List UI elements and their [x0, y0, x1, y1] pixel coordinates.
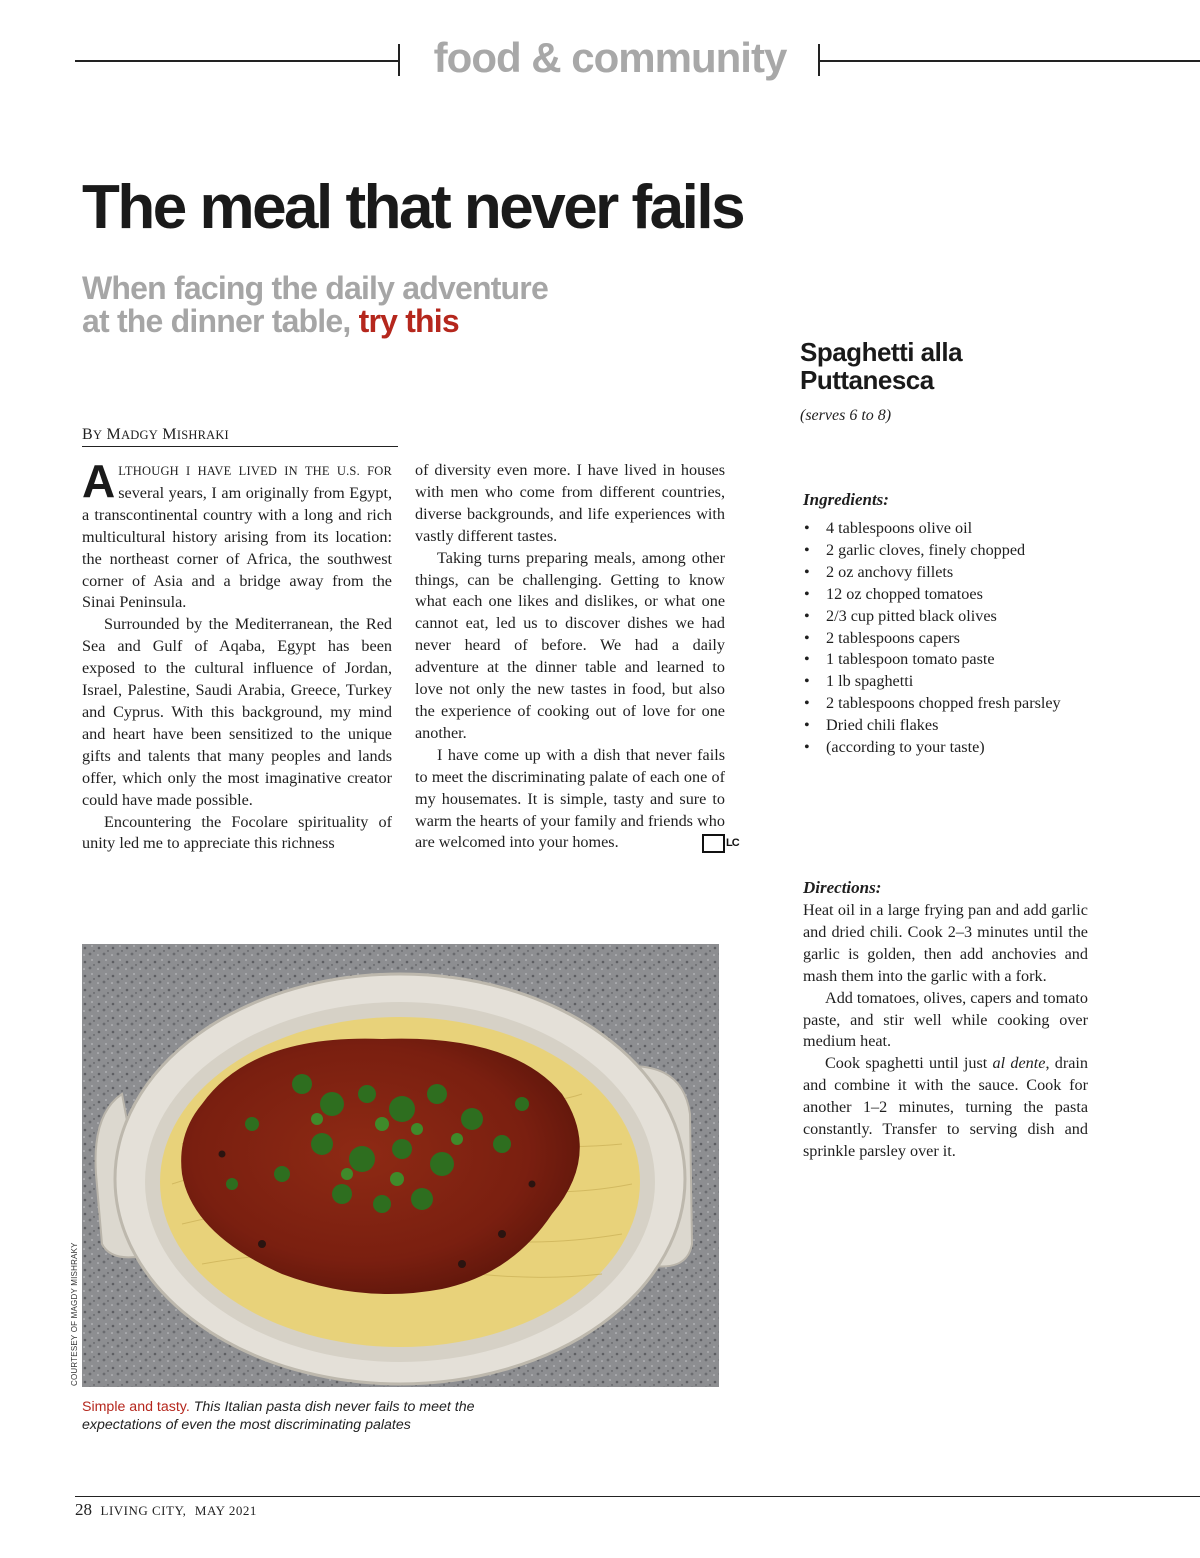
caption-text: This Italian pasta dish never fails to meet the expectations of even the most discriminating palates — [82, 1399, 475, 1433]
ingredient-item: • 12 oz chopped tomatoes — [802, 584, 1061, 606]
issue-date: MAY 2021 — [194, 1503, 257, 1518]
paragraph: Encountering the Focolare spirituality of unity led me to appreciate this richness — [82, 812, 392, 853]
recipe-serves: (serves 6 to 8) — [800, 407, 892, 424]
paragraph — [82, 455, 392, 614]
direction-text: Cook spaghetti until just — [825, 1054, 993, 1073]
lc-end-logo: LC — [702, 834, 725, 853]
page-footer — [75, 1500, 257, 1520]
article-column-2 — [415, 460, 739, 854]
paragraph-text: I have come up with a dish that never fails to meet the discriminating palate of each one of my housemates. It is simple, tasty and sure to warm the hearts of your family and friends who are welcomed into your homes. — [415, 745, 725, 852]
byline-letter: M — [162, 426, 177, 443]
direction-step: Add tomatoes, olives, capers and tomato paste, and stir well while cooking over medium heat. — [803, 988, 1088, 1051]
footer-rule — [75, 1496, 1200, 1497]
paragraph-text: several years, I am originally from Egypt, a transcontinental country with a long and rich multicultural history arising from its location: the northeast corner of Africa, the southwest corner of Asia and a bridge away from the Sinai Peninsula. — [82, 483, 392, 612]
opening-smallcaps: LTHOUGH I HAVE LIVED IN THE U.S. FOR — [118, 464, 392, 478]
ingredient-item: • 2 garlic cloves, finely chopped — [802, 540, 1061, 562]
article-column-1 — [82, 455, 392, 855]
directions-label: Directions: — [803, 878, 882, 897]
direction-step: Heat oil in a large frying pan and add garlic and dried chili. Cook 2–3 minutes until the garlic is golden, then add anchovies and mash them into the garlic with a fork. — [803, 901, 1088, 985]
article-subtitle — [82, 272, 548, 338]
ingredient-item: • Dried chili flakes — [802, 715, 1061, 737]
photo-caption — [82, 1398, 512, 1434]
ingredient-item: • 4 tablespoons olive oil — [802, 518, 1061, 540]
header-rule-left — [75, 60, 400, 62]
section-heading: food & community — [433, 34, 787, 81]
byline-letter: Y — [92, 428, 103, 442]
paragraph: Surrounded by the Mediterranean, the Red Sea and Gulf of Aqaba, Egypt has been exposed to the cultural influence of Jordan, Israel, Palestine, Saudi Arabia, Greece, Turkey and Cyprus. With this background, my mind and heart have been sensitized to the unique gifts and talents that many peoples and lands offer, which only the most imaginative creator could have made possible. — [82, 615, 392, 809]
ingredient-item: • 1 lb spaghetti — [802, 671, 1061, 693]
byline — [82, 426, 398, 447]
header-rule-right — [818, 60, 1200, 62]
byline-letter: M — [106, 426, 122, 443]
paragraph: of diversity even more. I have lived in houses with men who come from different countries, diverse backgrounds, and life experiences with vastly different tastes. — [415, 461, 725, 545]
ingredients-label: Ingredients: — [803, 490, 889, 509]
direction-step — [803, 1053, 1088, 1163]
recipe-title — [800, 338, 962, 394]
direction-text: , drain and combine it with the sauce. Cook for another 1–2 minutes, turning the pasta constantly. Transfer to serving dish and sprinkle parsley over it. — [803, 1054, 1088, 1160]
subtitle-line2: at the dinner table, — [82, 303, 351, 339]
paragraph: Taking turns preparing meals, among other things, can be challenging. Getting to know what each one likes and dislikes, or what one cannot eat, led us to discover dishes we had never heard of before. We had a daily adventure at the dinner table and learned to love not only the new tastes in food, but also the experience of cooking out of love for one another. — [415, 548, 725, 742]
subtitle-accent: try this — [358, 303, 459, 339]
pasta-photo — [82, 944, 719, 1387]
ingredient-item: • 2/3 cup pitted black olives — [802, 606, 1061, 628]
ingredient-item-continued: • (according to your taste) — [802, 737, 1061, 759]
recipe-title-line: Spaghetti alla — [800, 337, 963, 367]
ingredient-item: • 2 tablespoons chopped fresh parsley — [802, 693, 1061, 715]
drop-cap: A — [82, 455, 116, 507]
article-title: The meal that never fails — [82, 173, 744, 242]
ingredients-list — [802, 518, 1061, 759]
directions-text — [803, 900, 1088, 1163]
byline-first-name: ADGY — [121, 428, 158, 442]
byline-last-name: ISHRAKI — [176, 428, 229, 442]
photo-credit: COURTESEY OF MAGDY MISHRAKY — [70, 1242, 79, 1386]
ingredient-item: • 1 tablespoon tomato paste — [802, 649, 1061, 671]
subtitle-line1: When facing the daily adventure — [82, 270, 548, 306]
recipe-title-line: Puttanesca — [800, 365, 934, 395]
paragraph — [415, 745, 739, 855]
ingredient-item: • 2 oz anchovy fillets — [802, 562, 1061, 584]
ingredient-item: • 2 tablespoons capers — [802, 628, 1061, 650]
byline-letter: B — [82, 426, 93, 443]
page-number: 28 — [75, 1500, 92, 1519]
caption-lead: Simple and tasty. — [82, 1399, 190, 1415]
publication-name: LIVING CITY, — [100, 1503, 187, 1518]
direction-italic: al dente — [992, 1054, 1046, 1073]
pasta-dish-illustration — [82, 944, 719, 1387]
